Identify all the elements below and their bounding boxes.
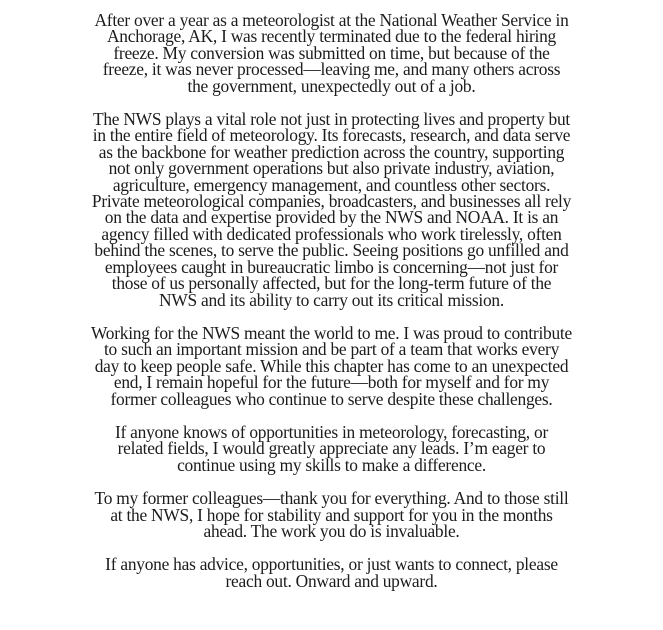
text-line: ahead. The work you do is invaluable. (203, 520, 460, 541)
text-line: continue using my skills to make a difference. (177, 454, 486, 475)
text-line: Working for the NWS meant the world to me. I was proud to contribute (91, 322, 572, 343)
paragraph-nws-role (22, 111, 641, 308)
text-line: in the entire field of meteorology. Its forecasts, research, and data serve (92, 125, 571, 146)
text-line: NWS and its ability to carry out its critical mission. (159, 289, 504, 310)
text-line: employees caught in bureaucratic limbo is concerning—not just for (104, 256, 559, 277)
text-line: The NWS plays a vital role not just in protecting lives and property but (92, 109, 571, 130)
text-line: behind the scenes, to serve the public. Seeing positions go unfilled and (94, 240, 569, 261)
text-line: at the NWS, I hope for stability and support for you in the months (110, 504, 553, 525)
paragraph-opportunities (22, 421, 641, 475)
text-line: day to keep people safe. While this chapter has come to an unexpected (94, 355, 569, 376)
text-line: After over a year as a meteorologist at the National Weather Service in (94, 10, 569, 30)
text-line: to such an important mission and be part of a team that works every (103, 339, 560, 360)
paragraph-termination (22, 12, 641, 94)
text-line: agency filled with dedicated professionals who work tirelessly, often (101, 223, 562, 244)
text-line: Private meteorological companies, broadcasters, and businesses all rely (91, 191, 572, 212)
text-line: reach out. Onward and upward. (225, 570, 438, 591)
paragraph-working-at-nws (22, 322, 641, 409)
text-line: Anchorage, AK, I was recently terminated due to the federal hiring (106, 26, 556, 47)
text-line: those of us personally affected, but for the long-term future of the (111, 273, 552, 294)
paragraph-colleagues (22, 490, 641, 539)
text-line: To my former colleagues—thank you for everything. And to those still (94, 488, 569, 509)
text-line: freeze, it was never processed—leaving me, and many others across (102, 59, 561, 80)
text-line: If anyone knows of opportunities in meteorology, forecasting, or (115, 421, 548, 442)
text-line: related fields, I would greatly appreciate any leads. I’m eager to (117, 438, 546, 459)
text-line: not only government operations but also private industry, aviation, (108, 158, 555, 179)
text-line: end, I remain hopeful for the future—both for myself and for my (113, 372, 550, 393)
text-line: on the data and expertise provided by the NWS and NOAA. It is an (104, 207, 559, 228)
text-line: agriculture, emergency management, and countless other sectors. (112, 174, 551, 195)
paragraph-closing (22, 556, 641, 589)
text-line: as the backbone for weather prediction across the country, supporting (98, 141, 565, 162)
text-line: If anyone has advice, opportunities, or just wants to connect, please (105, 554, 558, 575)
text-line: freeze. My conversion was submitted on time, but because of the (113, 42, 550, 63)
text-line: former colleagues who continue to serve despite these challenges. (110, 388, 553, 409)
text-line: the government, unexpectedly out of a job. (187, 75, 476, 96)
